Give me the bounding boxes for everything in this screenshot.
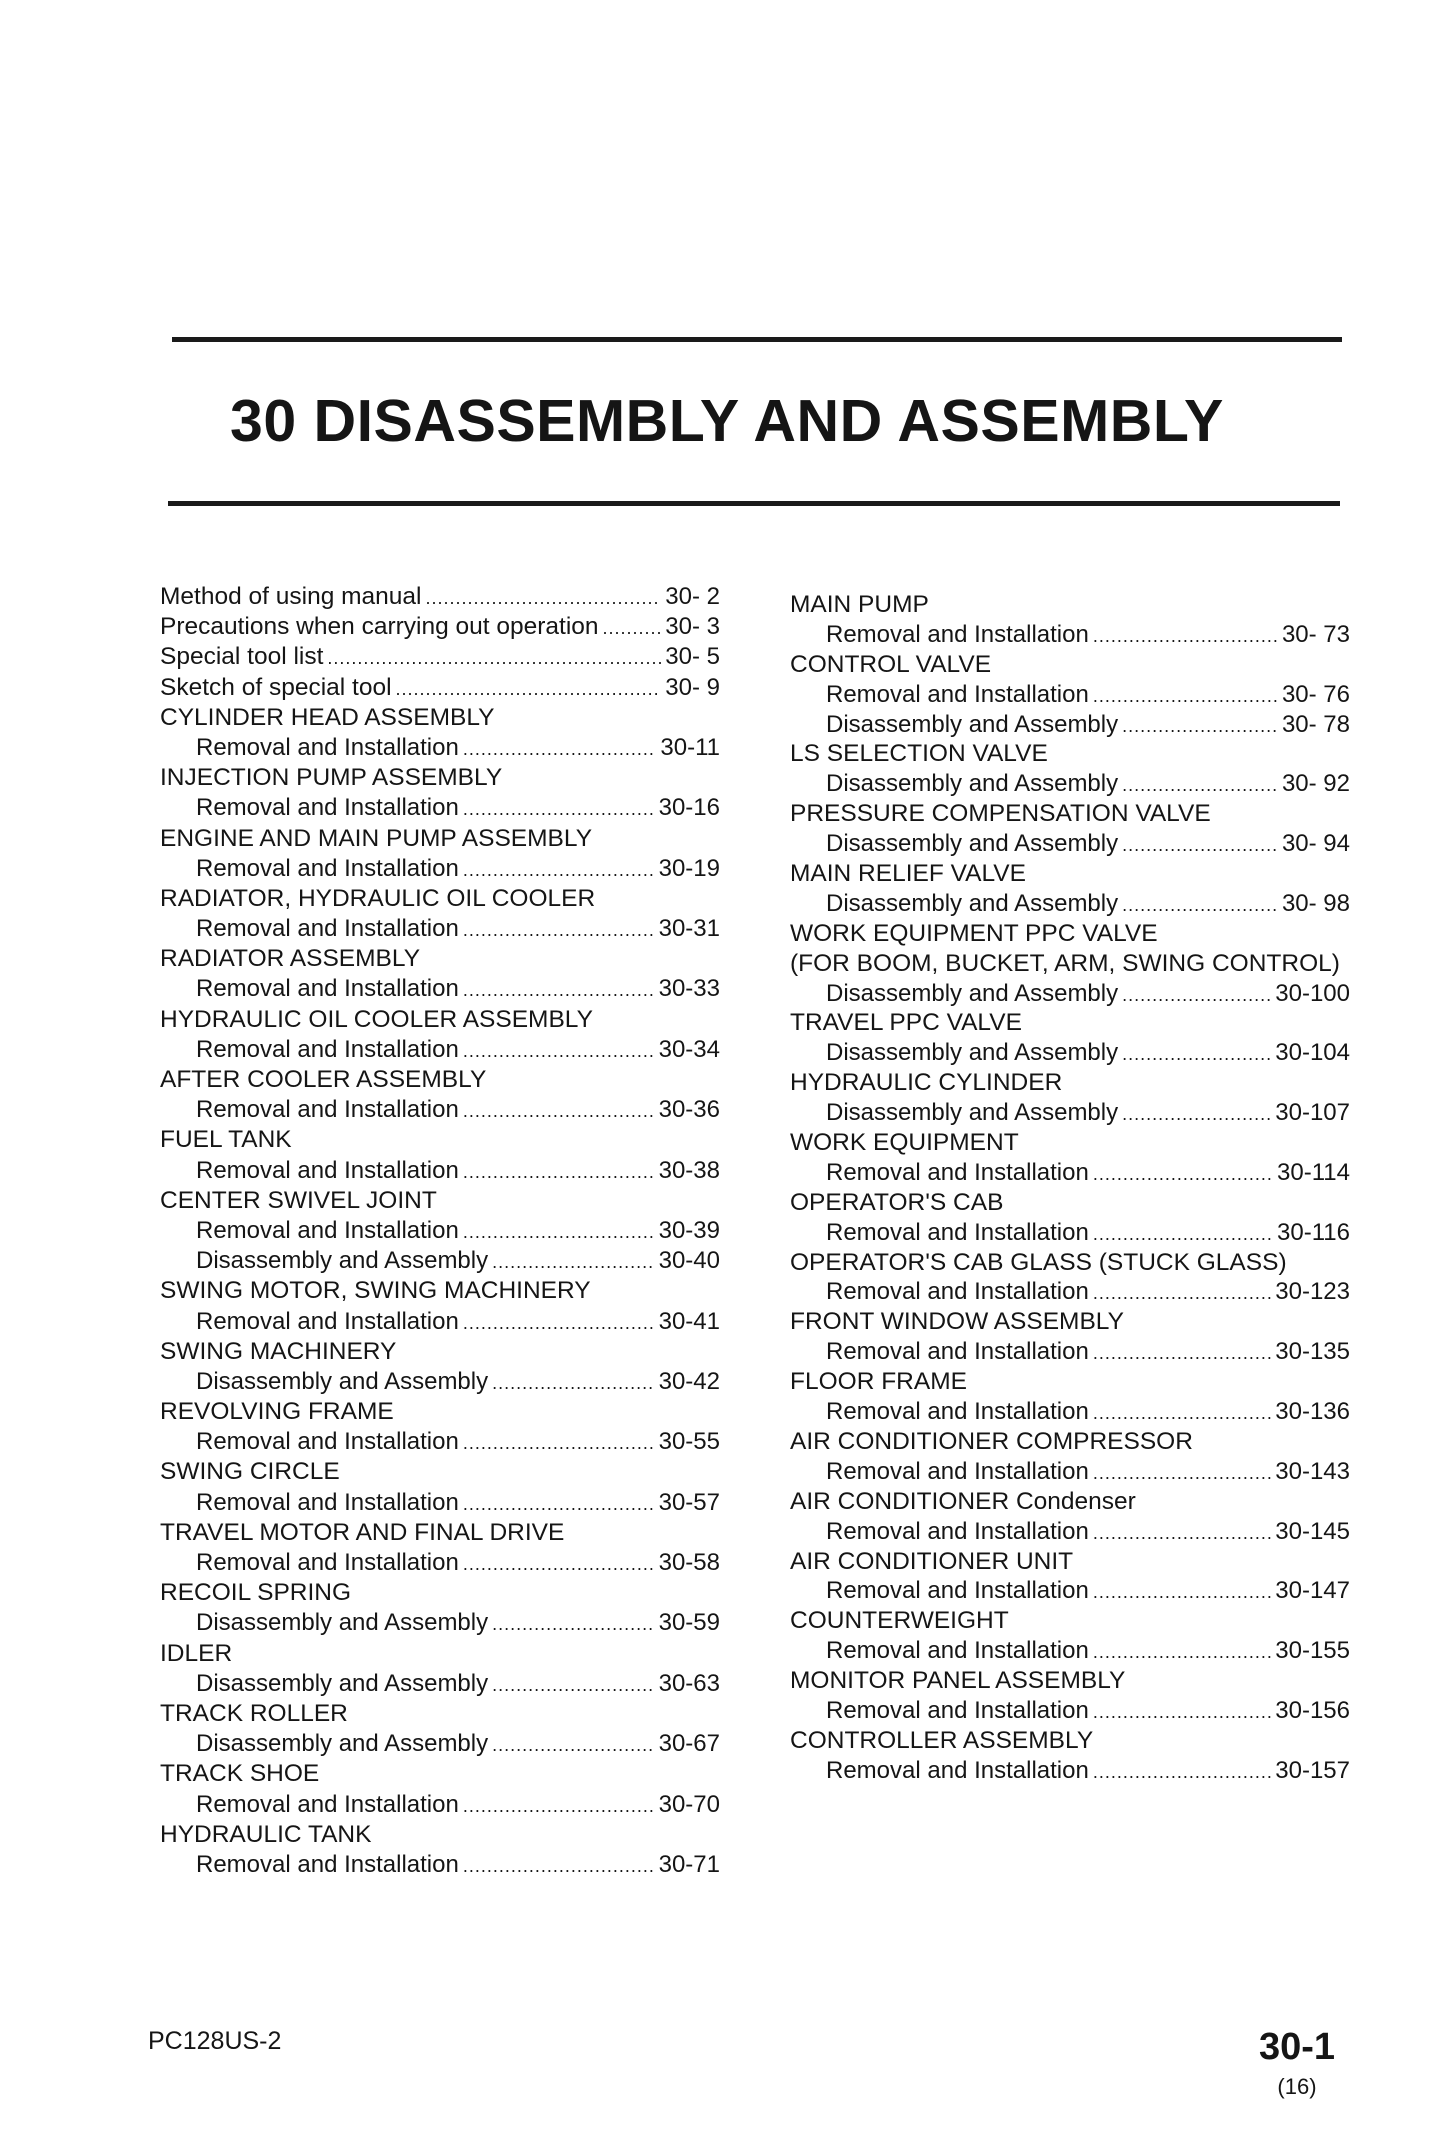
toc-section-heading — [160, 642, 720, 672]
toc-section-heading — [160, 1820, 720, 1850]
toc-entry — [790, 1158, 1350, 1188]
toc-entry-label: WORK EQUIPMENT — [790, 1129, 1019, 1157]
toc-section-heading — [160, 703, 720, 733]
toc-entry-label: Removal and Installation — [826, 1398, 1089, 1426]
toc-entry-label: TRACK SHOE — [160, 1760, 320, 1788]
toc-entry-page: 30-38 — [658, 1156, 720, 1184]
toc-entry-label: Removal and Installation — [196, 1156, 459, 1184]
toc-entry — [790, 1038, 1350, 1068]
toc-entry-label: AFTER COOLER ASSEMBLY — [160, 1066, 487, 1093]
toc-section-heading — [790, 1726, 1350, 1756]
dot-leader — [1122, 1040, 1271, 1070]
toc-entry — [790, 829, 1350, 859]
toc-right-column — [790, 590, 1350, 1786]
toc-section-heading — [160, 944, 720, 974]
toc-section-heading — [790, 1188, 1350, 1218]
dot-leader — [492, 1670, 654, 1700]
toc-entry — [160, 1790, 720, 1820]
toc-entry-label: CYLINDER HEAD ASSEMBLY — [160, 703, 495, 731]
toc-entry-label: Removal and Installation — [196, 1035, 459, 1063]
toc-section-heading — [790, 1307, 1350, 1337]
toc-entry-label: Removal and Installation — [196, 915, 459, 943]
toc-entry — [160, 854, 720, 884]
toc-entry-label: Special tool list — [160, 643, 324, 671]
toc-entry-label: (FOR BOOM, BUCKET, ARM, SWING CONTROL) — [790, 949, 1340, 977]
toc-entry-label: Disassembly and Assembly — [196, 1730, 489, 1758]
toc-entry-page: 30-41 — [658, 1307, 720, 1335]
toc-entry-label: Removal and Installation — [196, 1307, 459, 1335]
toc-section-heading — [790, 859, 1350, 889]
toc-entry-label: TRAVEL MOTOR AND FINAL DRIVE — [160, 1518, 565, 1546]
toc-entry — [160, 1548, 720, 1578]
toc-entry-page: 30-156 — [1275, 1696, 1350, 1724]
toc-entry-label: FUEL TANK — [160, 1126, 292, 1154]
toc-entry-page: 30- 73 — [1281, 620, 1350, 648]
toc-entry-label: Removal and Installation — [826, 1637, 1089, 1665]
toc-section-heading — [160, 1125, 720, 1155]
toc-entry — [160, 1669, 720, 1699]
toc-section-heading — [160, 612, 720, 642]
toc-entry — [160, 793, 720, 823]
toc-section-heading — [790, 739, 1350, 769]
toc-entry-label: SWING MACHINERY — [160, 1337, 397, 1365]
toc-section-heading — [790, 799, 1350, 829]
toc-entry — [790, 680, 1350, 710]
toc-entry-label: Removal and Installation — [826, 1158, 1089, 1186]
toc-entry — [790, 1457, 1350, 1487]
toc-entry — [790, 1337, 1350, 1367]
toc-entry-label: WORK EQUIPMENT PPC VALVE — [790, 919, 1158, 947]
toc-entry — [160, 1035, 720, 1065]
dot-leader — [426, 583, 662, 613]
toc-entry — [160, 1246, 720, 1276]
toc-entry-label: Removal and Installation — [196, 1096, 459, 1124]
toc-entry-page: 30- 98 — [1281, 889, 1350, 917]
toc-entry-label: Removal and Installation — [826, 1278, 1089, 1306]
toc-entry-label: PRESSURE COMPENSATION VALVE — [790, 800, 1211, 828]
toc-entry-page: 30-58 — [658, 1549, 720, 1576]
toc-entry — [790, 1576, 1350, 1606]
title-top-rule — [172, 337, 1342, 342]
toc-section-heading — [160, 1578, 720, 1608]
toc-entry-page: 30-36 — [658, 1096, 720, 1124]
toc-entry-label: Disassembly and Assembly — [826, 889, 1119, 917]
toc-entry-label: Disassembly and Assembly — [826, 830, 1119, 858]
toc-entry-label: REVOLVING FRAME — [160, 1398, 394, 1426]
toc-entry-label: MAIN PUMP — [790, 591, 929, 618]
toc-entry — [790, 710, 1350, 740]
toc-entry-page: 30-143 — [1275, 1457, 1350, 1485]
toc-entry — [160, 1156, 720, 1186]
toc-entry — [160, 1307, 720, 1337]
toc-entry — [790, 1756, 1350, 1786]
toc-section-heading — [160, 1518, 720, 1548]
toc-entry — [790, 1636, 1350, 1666]
toc-entry-page: 30-59 — [658, 1609, 720, 1637]
toc-section-heading — [790, 1248, 1350, 1278]
toc-entry-label: INJECTION PUMP ASSEMBLY — [160, 764, 503, 792]
toc-entry-page: 30-67 — [658, 1730, 720, 1758]
dot-leader — [1122, 1100, 1271, 1130]
toc-entry-label: AIR CONDITIONER Condenser — [790, 1487, 1136, 1515]
toc-entry-page: 30-42 — [658, 1367, 720, 1395]
toc-entry-label: Disassembly and Assembly — [196, 1367, 489, 1395]
toc-entry — [160, 1488, 720, 1518]
toc-entry — [160, 1367, 720, 1397]
toc-entry — [160, 974, 720, 1004]
title-bottom-rule — [168, 501, 1340, 506]
toc-section-heading — [160, 1186, 720, 1216]
toc-section-heading — [160, 673, 720, 703]
toc-entry-label: Disassembly and Assembly — [826, 770, 1119, 798]
toc-entry-page: 30-34 — [658, 1035, 720, 1063]
toc-entry — [160, 1095, 720, 1125]
toc-entry — [160, 1850, 720, 1880]
toc-entry-page: 30-31 — [658, 915, 720, 943]
dot-leader — [492, 1609, 654, 1639]
toc-entry-label: Disassembly and Assembly — [196, 1669, 489, 1697]
toc-entry-label: Removal and Installation — [196, 1549, 459, 1576]
toc-entry-label: LS SELECTION VALVE — [790, 740, 1048, 768]
dot-leader — [492, 1730, 654, 1760]
toc-entry-label: Removal and Installation — [196, 975, 459, 1003]
toc-entry-page: 30-145 — [1275, 1517, 1350, 1545]
toc-entry-label: CONTROL VALVE — [790, 650, 992, 678]
dot-leader — [463, 1428, 655, 1458]
toc-entry-page: 30-16 — [658, 794, 720, 822]
dot-leader — [463, 1036, 655, 1066]
dot-leader — [327, 643, 661, 673]
toc-section-heading — [160, 1005, 720, 1035]
toc-entry-label: TRAVEL PPC VALVE — [790, 1009, 1022, 1037]
toc-entry — [790, 889, 1350, 919]
toc-entry-label: HYDRAULIC CYLINDER — [790, 1069, 1063, 1097]
dot-leader — [1093, 1459, 1271, 1489]
toc-section-heading — [790, 590, 1350, 620]
toc-entry-label: MONITOR PANEL ASSEMBLY — [790, 1667, 1126, 1695]
toc-entry-label: Disassembly and Assembly — [826, 710, 1119, 738]
toc-entry-page: 30-147 — [1275, 1577, 1350, 1605]
toc-entry — [160, 1427, 720, 1457]
toc-entry-page: 30-136 — [1275, 1398, 1350, 1426]
toc-section-heading — [160, 1699, 720, 1729]
toc-section-heading — [790, 1008, 1350, 1038]
toc-entry-label: CENTER SWIVEL JOINT — [160, 1186, 437, 1214]
toc-entry-page: 30- 78 — [1281, 710, 1350, 738]
toc-entry-page: 30- 9 — [665, 673, 720, 701]
toc-entry-label: Removal and Installation — [826, 1457, 1089, 1485]
toc-entry-page: 30-104 — [1275, 1039, 1350, 1067]
toc-entry-label: FRONT WINDOW ASSEMBLY — [790, 1308, 1124, 1336]
toc-entry-page: 30-11 — [660, 733, 720, 761]
toc-entry-page: 30- 3 — [665, 613, 720, 641]
toc-entry-page: 30-135 — [1275, 1338, 1350, 1366]
dot-leader — [1093, 682, 1278, 712]
dot-leader — [1093, 1399, 1271, 1429]
toc-entry — [790, 1277, 1350, 1307]
toc-entry — [790, 1218, 1350, 1248]
dot-leader — [1122, 712, 1278, 742]
toc-section-heading — [160, 1397, 720, 1427]
toc-entry — [790, 1696, 1350, 1726]
dot-leader — [396, 674, 662, 704]
toc-entry-page: 30- 92 — [1281, 770, 1350, 798]
toc-section-heading — [790, 1666, 1350, 1696]
toc-entry-label: TRACK ROLLER — [160, 1699, 348, 1727]
toc-entry-page: 30-123 — [1275, 1278, 1350, 1306]
toc-entry-label: Removal and Installation — [826, 1756, 1089, 1784]
toc-entry-label: Removal and Installation — [196, 1216, 459, 1244]
dot-leader — [463, 915, 655, 945]
toc-entry — [160, 733, 720, 763]
toc-section-heading — [160, 824, 720, 854]
dot-leader — [463, 794, 655, 824]
toc-section-heading — [790, 919, 1350, 949]
toc-entry — [160, 1729, 720, 1759]
toc-section-heading — [790, 1487, 1350, 1517]
dot-leader — [463, 1791, 655, 1821]
toc-entry-page: 30-70 — [658, 1790, 720, 1818]
toc-section-heading — [160, 1065, 720, 1095]
dot-leader — [492, 1368, 654, 1398]
toc-entry-label: ENGINE AND MAIN PUMP ASSEMBLY — [160, 824, 593, 852]
toc-section-heading — [160, 1337, 720, 1367]
toc-entry-label: Removal and Installation — [826, 1517, 1089, 1545]
footer-page-number: 30-1 — [1258, 2026, 1335, 2068]
toc-entry-label: OPERATOR'S CAB GLASS (STUCK GLASS) — [790, 1248, 1287, 1276]
toc-entry-label: AIR CONDITIONER COMPRESSOR — [790, 1427, 1193, 1455]
toc-entry-page: 30-40 — [658, 1247, 720, 1275]
toc-entry-page: 30-155 — [1275, 1637, 1350, 1665]
toc-entry-label: Removal and Installation — [826, 1218, 1089, 1246]
toc-section-heading — [790, 650, 1350, 680]
toc-entry-page: 30-116 — [1277, 1218, 1350, 1246]
toc-entry-label: Method of using manual — [160, 583, 422, 610]
toc-section-heading — [160, 1639, 720, 1669]
dot-leader — [463, 1489, 655, 1519]
toc-entry-label: AIR CONDITIONER UNIT — [790, 1547, 1074, 1575]
dot-leader — [463, 1157, 655, 1187]
toc-entry-label: IDLER — [160, 1639, 233, 1667]
dot-leader — [463, 1308, 655, 1338]
dot-leader — [1122, 891, 1278, 921]
toc-entry-label: RADIATOR, HYDRAULIC OIL COOLER — [160, 884, 596, 912]
toc-section-heading — [790, 949, 1350, 979]
toc-section-heading — [790, 1427, 1350, 1457]
toc-entry-label: Removal and Installation — [826, 1696, 1089, 1724]
toc-entry — [790, 1397, 1350, 1427]
dot-leader — [1093, 622, 1278, 652]
toc-entry — [160, 914, 720, 944]
dot-leader — [1122, 981, 1271, 1011]
dot-leader — [1122, 831, 1278, 861]
dot-leader — [463, 1851, 655, 1881]
dot-leader — [1122, 771, 1278, 801]
toc-entry-label: Removal and Installation — [196, 854, 459, 882]
toc-entry-page: 30-157 — [1275, 1756, 1350, 1784]
toc-section-heading — [160, 1457, 720, 1487]
dot-leader — [463, 1217, 655, 1247]
toc-entry — [160, 1216, 720, 1246]
toc-entry-label: Disassembly and Assembly — [826, 1039, 1119, 1067]
toc-section-heading — [160, 763, 720, 793]
toc-entry-label: Disassembly and Assembly — [826, 1099, 1119, 1127]
toc-entry-label: Removal and Installation — [826, 1577, 1089, 1605]
toc-entry-label: HYDRAULIC TANK — [160, 1820, 372, 1848]
dot-leader — [463, 975, 655, 1005]
dot-leader — [1093, 1638, 1271, 1668]
toc-entry-label: COUNTERWEIGHT — [790, 1607, 1009, 1635]
toc-entry-page: 30- 76 — [1281, 680, 1350, 708]
toc-section-heading — [790, 1367, 1350, 1397]
toc-section-heading — [160, 582, 720, 612]
dot-leader — [1093, 1519, 1271, 1549]
toc-entry-label: Sketch of special tool — [160, 673, 392, 701]
dot-leader — [1093, 1698, 1271, 1728]
toc-entry — [160, 1608, 720, 1638]
dot-leader — [1093, 1279, 1271, 1309]
toc-entry-label: RADIATOR ASSEMBLY — [160, 945, 421, 973]
toc-entry-label: Removal and Installation — [196, 1428, 459, 1456]
toc-section-heading — [790, 1068, 1350, 1098]
dot-leader — [463, 1549, 655, 1579]
dot-leader — [463, 1096, 655, 1126]
toc-entry-label: Removal and Installation — [196, 1488, 459, 1516]
toc-entry — [790, 1098, 1350, 1128]
footer-model: PC128US-2 — [148, 2027, 282, 2055]
toc-entry-page: 30-63 — [658, 1669, 720, 1697]
toc-left-column — [160, 582, 720, 1880]
dot-leader — [463, 855, 655, 885]
toc-entry — [790, 769, 1350, 799]
toc-entry — [790, 1517, 1350, 1547]
toc-section-heading — [790, 1128, 1350, 1158]
toc-entry-label: MAIN RELIEF VALVE — [790, 860, 1026, 888]
toc-entry-label: Removal and Installation — [196, 1850, 459, 1878]
toc-entry-page: 30-107 — [1275, 1099, 1350, 1127]
toc-entry-page: 30-100 — [1275, 979, 1350, 1007]
footer-revision: (16) — [1277, 2074, 1317, 2099]
toc-entry-page: 30-39 — [658, 1216, 720, 1244]
toc-entry-page: 30-57 — [658, 1488, 720, 1516]
toc-entry-label: Removal and Installation — [196, 794, 459, 822]
toc-entry-label: Disassembly and Assembly — [196, 1247, 489, 1275]
dot-leader — [603, 613, 662, 643]
dot-leader — [1093, 1160, 1273, 1190]
dot-leader — [1093, 1578, 1271, 1608]
dot-leader — [1093, 1220, 1273, 1250]
toc-entry-page: 30- 94 — [1281, 830, 1350, 858]
toc-entry-label: CONTROLLER ASSEMBLY — [790, 1726, 1094, 1754]
toc-entry-label: SWING MOTOR, SWING MACHINERY — [160, 1277, 591, 1305]
toc-entry-page: 30-71 — [658, 1850, 720, 1878]
toc-entry — [790, 620, 1350, 650]
toc-entry-label: Disassembly and Assembly — [196, 1609, 489, 1637]
toc-entry-label: Removal and Installation — [826, 680, 1089, 708]
toc-entry-page: 30- 5 — [665, 643, 720, 671]
toc-section-heading — [790, 1606, 1350, 1636]
toc-entry-label: HYDRAULIC OIL COOLER ASSEMBLY — [160, 1005, 593, 1033]
toc-entry-page: 30- 2 — [665, 583, 720, 610]
toc-entry-page: 30-33 — [658, 975, 720, 1003]
toc-section-heading — [160, 1276, 720, 1306]
toc-section-heading — [790, 1547, 1350, 1577]
toc-section-heading — [160, 884, 720, 914]
toc-entry-page: 30-55 — [658, 1428, 720, 1456]
toc-entry-label: Removal and Installation — [196, 733, 459, 761]
dot-leader — [1093, 1758, 1271, 1788]
toc-entry-label: Removal and Installation — [826, 620, 1089, 648]
toc-entry-label: SWING CIRCLE — [160, 1458, 340, 1486]
toc-entry-label: FLOOR FRAME — [790, 1368, 967, 1396]
footer-page-block — [1259, 2028, 1335, 2100]
dot-leader — [1093, 1339, 1271, 1369]
toc-entry-label: RECOIL SPRING — [160, 1579, 352, 1607]
toc-entry-label: OPERATOR'S CAB — [790, 1188, 1004, 1216]
toc-entry-page: 30-114 — [1277, 1158, 1350, 1186]
toc-entry-label: Removal and Installation — [196, 1790, 459, 1818]
toc-entry-label: Disassembly and Assembly — [826, 979, 1119, 1007]
toc-entry-page: 30-19 — [658, 854, 720, 882]
dot-leader — [492, 1247, 654, 1277]
page-title: 30 DISASSEMBLY AND ASSEMBLY — [230, 388, 1224, 454]
toc-section-heading — [160, 1759, 720, 1789]
toc-entry-label: Precautions when carrying out operation — [160, 613, 599, 641]
toc-entry-label: Removal and Installation — [826, 1338, 1089, 1366]
toc-entry — [790, 979, 1350, 1009]
dot-leader — [463, 734, 657, 764]
